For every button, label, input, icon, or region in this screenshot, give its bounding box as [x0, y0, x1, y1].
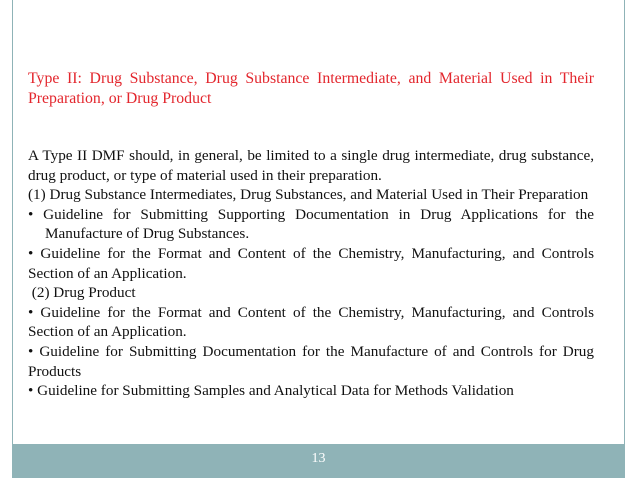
bullet-item: • Guideline for the Format and Content of the Chemistry, Manufacturing, and Controls Section of an Application. — [28, 303, 594, 341]
section-heading-drug-product: (2) Drug Product — [28, 284, 136, 302]
slide-title: Type II: Drug Substance, Drug Substance Intermediate, and Material Used in Their Preparation, or Drug Product — [28, 70, 594, 107]
section-heading-drug-substance: (1) Drug Substance Intermediates, Drug Substances, and Material Used in Their Preparation — [28, 186, 589, 204]
page-number: 13 — [311, 451, 326, 466]
bullet-item: • Guideline for the Format and Content of the Chemistry, Manufacturing, and Controls Section of an Application. — [28, 244, 594, 282]
bullet-item: • Guideline for Submitting Samples and Analytical Data for Methods Validation — [28, 382, 514, 400]
bullet-item: • Guideline for Submitting Documentation for the Manufacture of and Controls for Drug Products — [28, 342, 594, 380]
footer-bar — [12, 444, 625, 478]
intro-paragraph: A Type II DMF should, in general, be limited to a single drug intermediate, drug substance, drug product, or type of material used in their preparation. — [28, 147, 594, 184]
slide-body — [28, 146, 594, 401]
bullet-item: • Guideline for Submitting Supporting Documentation in Drug Applications for the Manufacture of Drug Substances. — [28, 205, 594, 243]
